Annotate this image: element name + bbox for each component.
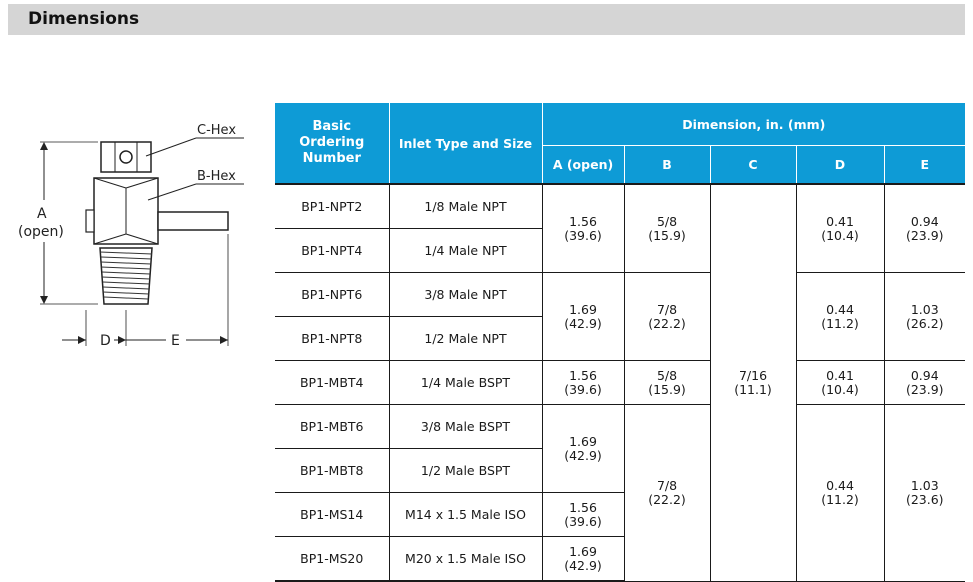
e-value-cell: 1.03 (23.6) (884, 405, 965, 582)
inlet-cell: M20 x 1.5 Male ISO (389, 537, 542, 582)
inlet-cell: M14 x 1.5 Male ISO (389, 493, 542, 537)
a-value-cell: 1.69 (42.9) (542, 273, 624, 361)
header-a-open: A (open) (542, 146, 624, 185)
c-value-cell: 7/16 (11.1) (710, 184, 796, 581)
d-value-cell: 0.44 (11.2) (796, 405, 884, 582)
a-value-cell: 1.56 (39.6) (542, 361, 624, 405)
inlet-cell: 1/4 Male BSPT (389, 361, 542, 405)
a-value-cell: 1.56 (39.6) (542, 493, 624, 537)
a-value-cell: 1.56 (39.6) (542, 184, 624, 273)
table-row (275, 405, 965, 449)
e-value-cell: 1.03 (26.2) (884, 273, 965, 361)
header-e: E (884, 146, 965, 185)
b-value-cell: 5/8 (15.9) (624, 184, 710, 273)
ordering-number-cell: BP1-MBT8 (275, 449, 389, 493)
header-d: D (796, 146, 884, 185)
ordering-number-cell: BP1-NPT2 (275, 184, 389, 229)
ordering-number-cell: BP1-NPT8 (275, 317, 389, 361)
outlet-tube-shape (158, 212, 228, 230)
d-value-cell: 0.41 (10.4) (796, 184, 884, 273)
c-hex-label: C-Hex (197, 123, 237, 138)
d-label: D (100, 333, 111, 349)
inlet-cell: 1/8 Male NPT (389, 184, 542, 229)
header-c: C (710, 146, 796, 185)
inlet-cell: 3/8 Male BSPT (389, 405, 542, 449)
section-banner (8, 4, 965, 35)
e-label: E (171, 333, 180, 349)
section-title: Dimensions (28, 9, 140, 29)
table-row (275, 361, 965, 405)
a-note-label: (open) (18, 224, 64, 240)
e-value-cell: 0.94 (23.9) (884, 361, 965, 405)
d-value-cell: 0.41 (10.4) (796, 361, 884, 405)
ordering-number-cell: BP1-MS20 (275, 537, 389, 582)
a-label: A (37, 206, 47, 222)
ordering-number-cell: BP1-NPT6 (275, 273, 389, 317)
table-row (275, 273, 965, 317)
inlet-cell: 1/4 Male NPT (389, 229, 542, 273)
ordering-number-cell: BP1-MBT6 (275, 405, 389, 449)
dimension-drawing (0, 100, 270, 360)
ordering-number-cell: BP1-MBT4 (275, 361, 389, 405)
dimensions-table (275, 103, 965, 582)
b-hex-label: B-Hex (197, 169, 236, 184)
b-value-cell: 7/8 (22.2) (624, 273, 710, 361)
table-row (275, 184, 965, 229)
header-basic-ordering-number: Basic Ordering Number (275, 103, 389, 184)
inlet-cell: 1/2 Male NPT (389, 317, 542, 361)
inlet-cell: 1/2 Male BSPT (389, 449, 542, 493)
d-value-cell: 0.44 (11.2) (796, 273, 884, 361)
b-value-cell: 5/8 (15.9) (624, 361, 710, 405)
ordering-number-cell: BP1-NPT4 (275, 229, 389, 273)
fitting-diagram (0, 100, 270, 360)
threaded-stem-shape (100, 248, 152, 304)
header-b: B (624, 146, 710, 185)
ordering-number-cell: BP1-MS14 (275, 493, 389, 537)
header-inlet-type: Inlet Type and Size (389, 103, 542, 184)
inlet-cell: 3/8 Male NPT (389, 273, 542, 317)
a-value-cell: 1.69 (42.9) (542, 537, 624, 582)
e-value-cell: 0.94 (23.9) (884, 184, 965, 273)
a-value-cell: 1.69 (42.9) (542, 405, 624, 493)
b-value-cell: 7/8 (22.2) (624, 405, 710, 582)
header-dimension-group: Dimension, in. (mm) (542, 103, 965, 146)
